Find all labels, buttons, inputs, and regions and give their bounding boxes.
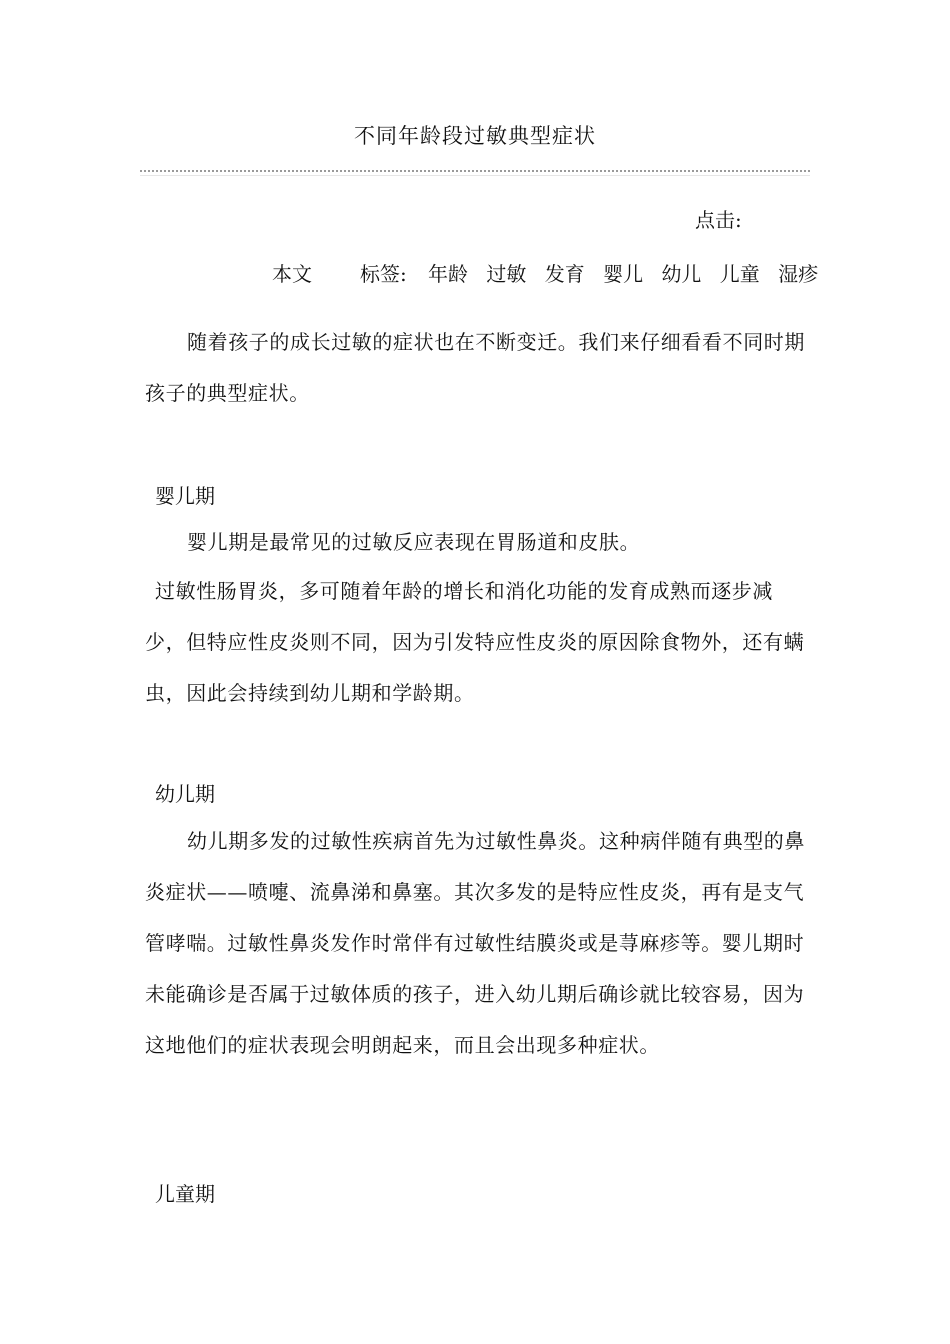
tag-link[interactable]: 婴儿 <box>603 262 644 286</box>
header-divider-shadow <box>140 175 810 176</box>
document-title: 不同年龄段过敏典型症状 <box>354 124 596 148</box>
tags-label: 标签: <box>360 262 407 286</box>
tag-list <box>428 258 830 287</box>
section-heading-child: 儿童期 <box>155 1182 215 1206</box>
toddler-body-paragraph: 幼儿期多发的过敏性疾病首先为过敏性鼻炎。这种病伴随有典型的鼻炎症状——喷嚏、流鼻涕和鼻塞。其次多发的是特应性皮炎，再有是支气管哮喘。过敏性鼻炎发作时常伴有过敏性结膜炎或是荨麻疹等。婴儿期时未能确诊是否属于过敏体质的孩子，进入幼儿期后确诊就比较容易，因为这地他们的症状表现会明朗起来，而且会出现多种症状。 <box>145 829 805 1057</box>
article-label: 本文 <box>272 262 312 286</box>
intro-paragraph: 随着孩子的成长过敏的症状也在不断变迁。我们来仔细看看不同时期孩子的典型症状。 <box>145 330 805 405</box>
tag-link[interactable]: 过敏 <box>486 262 527 286</box>
tag-link[interactable]: 湿疹 <box>778 262 819 286</box>
section-heading-infant: 婴儿期 <box>155 484 215 508</box>
section-heading-toddler: 幼儿期 <box>155 782 215 806</box>
header-divider <box>140 170 810 172</box>
tag-link[interactable]: 幼儿 <box>661 262 702 286</box>
infant-lead-paragraph: 婴儿期是最常见的过敏反应表现在胃肠道和皮肤。 <box>187 530 641 554</box>
tag-link[interactable]: 年龄 <box>428 262 468 286</box>
infant-body-paragraph: 过敏性肠胃炎，多可随着年龄的增长和消化功能的发育成熟而逐步减少，但特应性皮炎则不同，因为引发特应性皮炎的原因除食物外，还有螨虫，因此会持续到幼儿期和学龄期。 <box>145 579 805 705</box>
tag-link[interactable]: 发育 <box>544 262 585 286</box>
tag-link[interactable]: 儿童 <box>719 262 760 286</box>
clicks-label: 点击: <box>695 208 742 232</box>
